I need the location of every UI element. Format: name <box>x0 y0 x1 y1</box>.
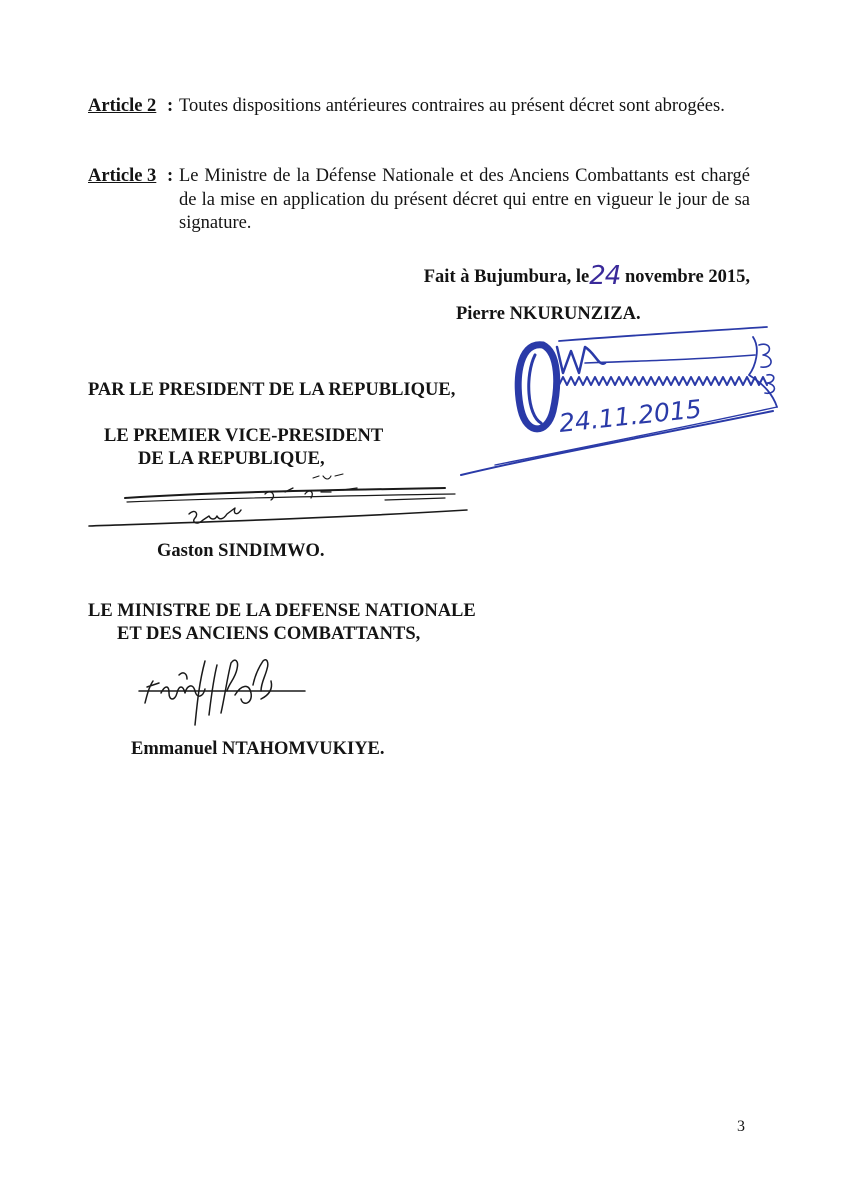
minister-signature <box>135 655 310 730</box>
place-date-line <box>424 259 750 289</box>
signature-date: 24.11.2015 <box>557 394 703 438</box>
countersign-heading: PAR LE PRESIDENT DE LA REPUBLIQUE, <box>88 380 456 400</box>
vice-president-signature <box>85 468 475 528</box>
vice-president-name: Gaston SINDIMWO. <box>157 541 325 561</box>
article-3 <box>88 165 750 236</box>
vice-president-title-2: DE LA REPUBLIQUE, <box>138 449 325 469</box>
minister-title: LE MINISTRE DE LA DEFENSE NATIONALE <box>88 601 476 621</box>
article-2 <box>88 95 750 119</box>
month-year: novembre 2015, <box>624 267 750 287</box>
president-name: Pierre NKURUNZIZA. <box>456 304 641 324</box>
article-colon: : <box>167 166 174 186</box>
article-text: Le Ministre de la Défense Nationale et des Anciens Combattants est chargé de la mise en application du présent décret qui entre en vigueur le jour de sa signature. <box>179 166 750 233</box>
article-label: Article 3 <box>88 166 157 186</box>
handwritten-day: 24 <box>589 261 621 291</box>
article-colon: : <box>167 96 174 116</box>
president-signature <box>455 315 785 485</box>
article-text: Toutes dispositions antérieures contraires au présent décret sont abrogées. <box>179 96 725 116</box>
place-prefix: Fait à Bujumbura, le <box>423 267 590 287</box>
article-label: Article 2 <box>88 96 157 116</box>
page-number: 3 <box>737 1118 745 1135</box>
minister-title-2: ET DES ANCIENS COMBATTANTS, <box>117 624 421 644</box>
vice-president-title: LE PREMIER VICE-PRESIDENT <box>104 426 384 446</box>
minister-name: Emmanuel NTAHOMVUKIYE. <box>131 739 385 759</box>
